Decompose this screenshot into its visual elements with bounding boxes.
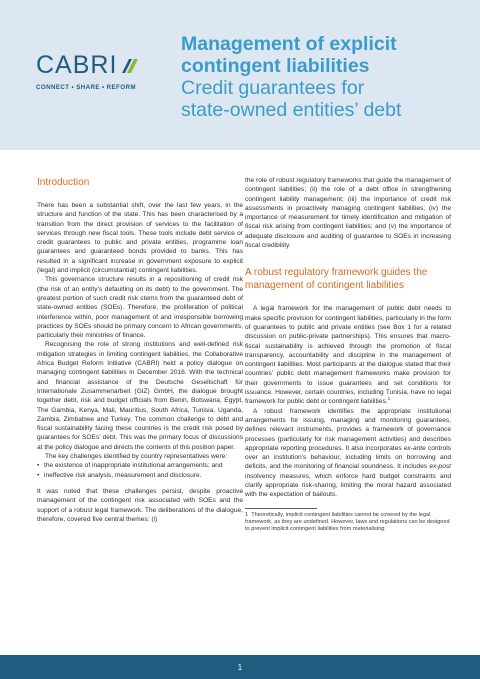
logo-mark-icon <box>122 52 138 78</box>
logo-text: CABRI <box>36 51 118 79</box>
heading-line-1: A robust regulatory framework guides the <box>245 267 428 279</box>
title-light-line-1: Credit guarantees for <box>181 77 365 99</box>
framework-text-a: A robust framework identifies the appropriate institutional arrangements for issuing, managing and monitoring guarantees, defines relevant instruments, provides a framework of governance processes (particularly for risk management activities) and describes appropriate reporting procedures. It also incorporates <box>245 407 451 452</box>
logo-wordmark <box>36 52 166 78</box>
heading-line-2: management of contingent liabilities <box>245 280 404 292</box>
framework-text-c: insolvency measures, which enforce hard budget constraints and clarify appropriate risk-sharing, limiting the moral hazard associated with the expectation of bailouts. <box>245 472 451 499</box>
challenges-list <box>37 461 243 480</box>
cabri-logo <box>36 52 166 91</box>
right-column <box>245 176 451 533</box>
ex-ante-term: ex-ante <box>403 444 426 452</box>
footnote-text: Theoretically, implicit contingent liabilities cannot be covered by the legal framework, as they are undefined. However, laws and regulations can be designed to prevent implicit contingent liabilities from materialising. <box>245 511 450 533</box>
themes-continuation: the role of robust regulatory frameworks that guide the management of contingent liabilities; (ii) the role of a debt office in strengthening contingent liability management; (iii) the importance of credit risk assessments in proactively managing contingent liabilities; (iv) the importance of measurement for timely identification and mitigation of fiscal risk arising from contingent liabilities; and (v) the importance of adequate disclosure and auditing of guarantee to SOEs in increasing fiscal credibility. <box>245 177 451 250</box>
title-bold-line-1: Management of explicit <box>181 33 397 55</box>
logo-tagline: CONNECT • SHARE • REFORM <box>36 84 136 91</box>
list-item: • the existence of inappropriate institutional arrangements; and <box>37 461 243 470</box>
title-bold-line-2: contingent liabilities <box>181 55 370 77</box>
list-item: • ineffective risk analysis, measurement and disclosure. <box>37 471 243 480</box>
footnote-divider <box>245 508 317 509</box>
framework-text-b: controls over an institution’s behaviour, including limits on borrowing and deficits, and the monitoring of financial soundness. It includes <box>245 444 451 471</box>
intro-paragraph-4: The key challenges identified by country representatives were: <box>45 453 228 461</box>
title-light-line-2: state-owned entities’ debt <box>181 99 402 121</box>
document-title <box>181 33 476 121</box>
page-number: 1 <box>237 662 243 672</box>
footnote-number: 1 <box>245 511 249 518</box>
intro-paragraph-3: Recognising the role of strong institutions and well-defined risk mitigation strategies in limiting contingent liabilities, the Collaborative Africa Budget Reform Initiative (CABRI) held a policy dialogue on managing contingent liabilities in December 2016. With the technical and financial assistance of the Deutsche Gesellschaft für Internationale Zusammenarbeit (GIZ) GmbH, the dialogue brought together debt, risk and budget officials from Benin, Botswana, Egypt, The Gambia, Kenya, Mali, Mauritius, South Africa, Tunisia, Uganda, Zambia, Zimbabwe and Turkey. The common challenge to debt and fiscal sustainability facing these countries is the credit risk posed by guarantees for SOEs’ debt. This was the primary focus of discussions at the policy dialogue and directs the contents of this position paper. <box>37 341 243 451</box>
framework-paragraph-1 <box>245 304 451 406</box>
footnote-ref: 1 <box>387 396 391 402</box>
regulatory-framework-heading <box>245 266 451 292</box>
intro-paragraph-2: This governance structure results in a repositioning of credit risk (the risk of an entity’s defaulting on its debt) to the government. The greatest portion of such credit risk stems from the guaranteed debt of state-owned entities (SOEs). Therefore, the proliferation of political interference within, poor management of and irresponsible borrowing practices by SOEs should be primary concern to African governments, particularly their ministries of finance. <box>37 276 243 340</box>
intro-paragraph-5: It was noted that these challenges persist, despite proactive management of the contingent risk associated with SOEs and the support of a robust legal framework. The deliberations of the dialogue, therefore, covered five central themes: (i) <box>37 487 243 523</box>
footer-bar <box>0 655 480 679</box>
ex-post-term: ex-post <box>429 463 451 471</box>
header-band <box>0 0 480 150</box>
footnote <box>245 512 451 534</box>
framework-paragraph-1-text: A legal framework for the management of public debt needs to make specific provision for contingent liabilities, particularly in the form of guarantees to public and private entities (see Box 1 for a related discussion on public-private partnerships). This ensures that macro-fiscal sustainability is achieved through the promotion of fiscal transparency, accountability and discipline in the management of contingent liabilities. Most participants at the dialogue stated that their countries’ public debt management frameworks make provision for their governments to issue guarantees and set conditions for issuance. However, certain countries, including Tunisia, have no legal framework for public debt or contingent liabilities. <box>245 305 451 406</box>
framework-paragraph-2 <box>245 407 451 500</box>
left-column <box>37 176 243 524</box>
intro-paragraph-1: There has been a substantial shift, over the last few years, in the structure and function of the state. This has been characterised by a transition from the direct provision of services to the facilitation of services through new fiscal tools. These tools include debt service or credit guarantees to public and private entities, programme loan guarantees and guaranteed bonds provided to banks. This has resulted in a significant increase in government exposure to explicit (legal) and implicit (circumstantial) contingent liabilities. <box>37 202 243 275</box>
introduction-heading: Introduction <box>37 177 90 188</box>
